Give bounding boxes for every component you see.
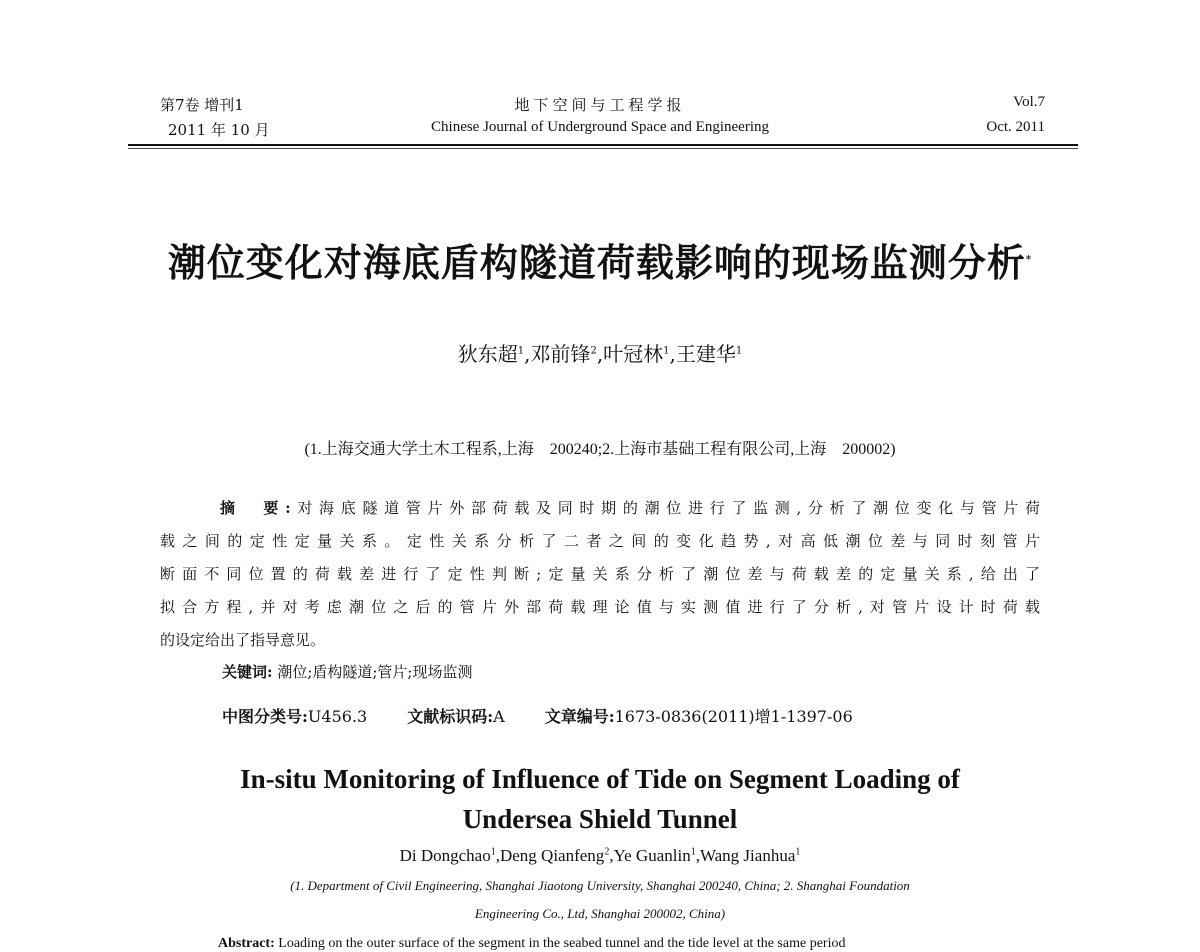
affiliation-en-line1: (1. Department of Civil Engineering, Shanghai Jiaotong University, Shanghai 200240, China; 2. Shanghai Foundation: [290, 878, 910, 893]
authors-cn: 狄东超$^1$,邓前锋$^2$,叶冠林$^1$,王建华$^1$: [457, 342, 743, 366]
date-en: Oct. 2011: [986, 119, 1045, 135]
authors-en: Di Dongchao$^1$,Deng Qianfeng$^2$,Ye Guanlin$^1$,Wang Jianhua$^1$: [399, 846, 801, 865]
date: 2011 年 10 月: [168, 121, 270, 139]
volume-issue: 第7卷 增刊1: [160, 96, 244, 114]
header-rule: [128, 144, 1078, 146]
classification: 中图分类号:U456.3 文献标识码:A 文章编号:1673-0836(2011)增1-1397-06: [222, 707, 853, 726]
affiliation-cn: (1.上海交通大学土木工程系,上海 200240;2.上海市基础工程有限公司,上海 200002): [304, 441, 896, 458]
header-rule-thin: [128, 148, 1078, 149]
abstract-line: 载之间的定性定量关系。定性关系分析了二者之间的变化趋势,对高低潮位差与同时刻管片: [160, 532, 1040, 550]
journal-name-en: Chinese Journal of Underground Space and Engineering: [431, 119, 769, 135]
abstract-line: 的设定给出了指导意见。: [160, 631, 326, 649]
affiliation-en-line2: Engineering Co., Ltd, Shanghai 200002, China): [474, 906, 726, 921]
volume-en: Vol.7: [1013, 94, 1045, 110]
english-title-line2: Undersea Shield Tunnel: [462, 804, 738, 834]
journal-name-cn: 地下空间与工程学报: [514, 96, 686, 114]
english-title-line1: In-situ Monitoring of Influence of Tide on Segment Loading of: [240, 764, 960, 794]
abstract-en: Abstract: Loading on the outer surface of the segment in the seabed tunnel and the tide level at the same period: [218, 936, 846, 951]
abstract-line: 摘 要:对海底隧道管片外部荷载及同时期的潮位进行了监测,分析了潮位变化与管片荷: [220, 499, 1040, 517]
paper-title: 潮位变化对海底盾构隧道荷载影响的现场监测分析*: [167, 240, 1033, 285]
keywords: 关键词: 潮位;盾构隧道;管片;现场监测: [222, 663, 473, 681]
abstract-line: 拟合方程,并对考虑潮位之后的管片外部荷载理论值与实测值进行了分析,对管片设计时荷载: [160, 598, 1040, 616]
abstract-line: 断面不同位置的荷载差进行了定性判断;定量关系分析了潮位差与荷载差的定量关系,给出了: [160, 565, 1040, 583]
